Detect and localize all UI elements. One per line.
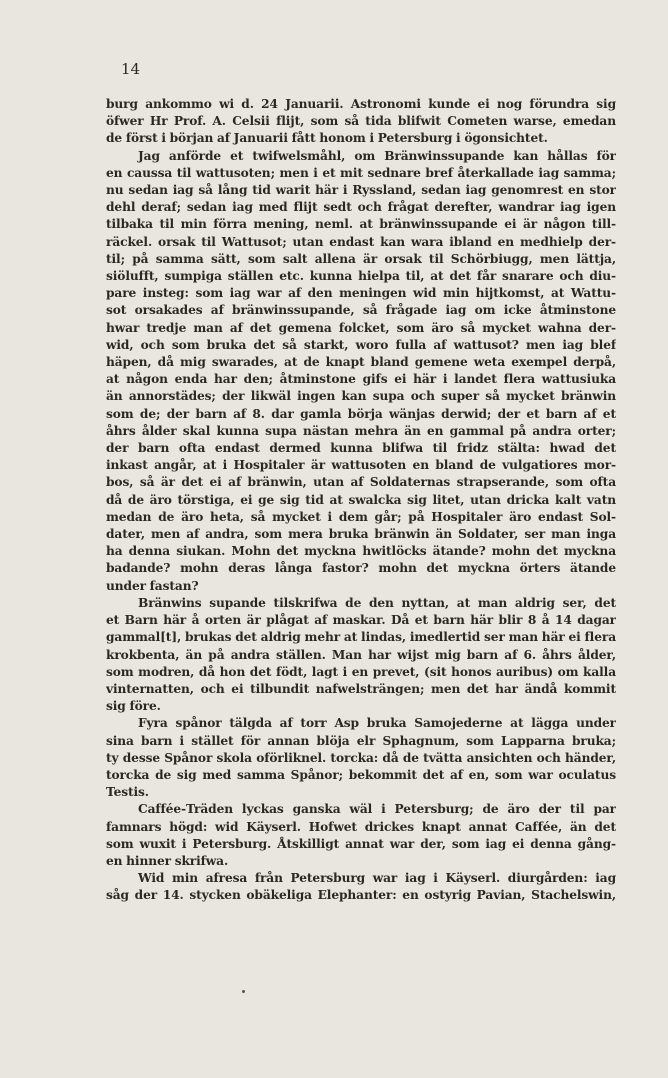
text-line: åhrs ålder skal kunna supa nästan mehra än en gammal på andra orter; xyxy=(106,423,616,438)
text-line: et Barn här å orten är plågat af maskar. Då et barn här blir 8 å 14 dagar xyxy=(106,613,616,628)
text-line: sot orsakades af bränwinssupande, så frågade iag om icke åtminstone xyxy=(106,303,616,318)
text-line: pare insteg: som iag war af den meningen wid min hijtkomst, at Wattu- xyxy=(106,286,616,301)
text-line: de först i början af Januarii fått honom i Petersburg i ögonsichtet. xyxy=(106,131,548,146)
text-line: siölufft, sumpiga ställen etc. kunna hielpa til, at det får snarare och diu- xyxy=(106,269,616,284)
text-line: at någon enda har den; åtminstone gifs ei här i landet flera wattusiuka xyxy=(106,372,616,387)
body-text xyxy=(106,96,616,905)
text-line: wid, och som bruka det så starkt, woro fulla af wattusot? men iag blef xyxy=(106,337,616,352)
text-line: tilbaka til min förra mening, neml. at bränwinssupande ei är någon till- xyxy=(106,217,616,232)
ink-speck xyxy=(242,990,245,993)
text-line: Fyra spånor tälgda af torr Asp bruka Samojederne at lägga under xyxy=(138,716,616,731)
text-line: under fastan? xyxy=(106,578,199,593)
text-line: som wuxit i Petersburg. Åtskilligt annat war der, som iag ei denna gång- xyxy=(106,836,616,851)
text-line: bos, så är det ei af bränwin, utan af Soldaternas strapserande, som ofta xyxy=(106,475,616,490)
text-line: Wid min afresa från Petersburg war iag i Käyserl. diurgården: iag xyxy=(138,871,616,886)
page-number: 14 xyxy=(121,60,141,78)
text-line: såg der 14. stycken obäkeliga Elephanter: en ostyrig Pavian, Stachelswin, xyxy=(106,888,616,903)
text-line: en hinner skrifwa. xyxy=(106,853,229,868)
text-line: Cafféе-Träden lyckas ganska wäl i Petersburg; de äro der til par xyxy=(138,802,616,817)
text-line: sig före. xyxy=(106,699,161,714)
text-line: famnars högd: wid Käyserl. Hofwet drickes knapt annat Caffée, än det xyxy=(106,819,616,834)
text-line: som de; der barn af 8. dar gamla börja wänjas derwid; der et barn af et xyxy=(106,406,616,421)
text-line: som modren, då hon det födt, lagt i en prevet, (sit honos auribus) om kalla xyxy=(106,664,616,679)
text-line: Testis. xyxy=(106,785,149,800)
text-line: gammal[t], brukas det aldrig mehr at lindas, imedlertid ser man här ei flera xyxy=(106,630,616,645)
text-line: til; på samma sätt, som salt allena är orsak til Schörbiugg, men lättja, xyxy=(106,251,616,266)
text-line: hwar tredje man af det gemena folcket, som äro så mycket wahna der- xyxy=(106,320,616,335)
text-line: Bränwins supande tilskrifwa de den nyttan, at man aldrig ser, det xyxy=(138,595,616,610)
text-line: än annorstädes; der likwäl ingen kan supa och super så mycket bränwin xyxy=(106,389,616,404)
text-line: då de äro törstiga, ei ge sig tid at swalcka sig litet, utan dricka kalt vatn xyxy=(106,492,616,507)
text-line: ha denna siukan. Mohn det myckna hwitlöcks ätande? mohn det myckna xyxy=(106,544,616,559)
text-line: burg ankommo wi d. 24 Januarii. Astronomi kunde ei nog förundra sig xyxy=(106,97,616,111)
text-line: öfwer Hr Prof. A. Celsii flijt, som så tida blifwit Cometen warse, emedan xyxy=(106,114,616,129)
text-line: sina barn i stället för annan blöja elr Sphagnum, som Lapparna bruka; xyxy=(106,733,616,748)
text-line: nu sedan iag så lång tid warit här i Ryssland, sedan iag genomrest en stor xyxy=(106,183,616,198)
text-line: Jag anförde et twifwelsmåhl, om Bränwinssupande kan hållas för xyxy=(138,148,616,163)
text-line: medan de äro heta, så mycket i dem går; på Hospitaler äro endast Sol- xyxy=(106,509,616,524)
text-line: ty desse Spånor skola oförliknel. torcka: då de tvätta ansichten och händer, xyxy=(106,750,616,765)
text-line: räckel. orsak til Wattusot; utan endast kan wara ibland en medhielp der- xyxy=(106,234,616,249)
text-line: badande? mohn deras långa fastor? mohn det myckna örters ätande xyxy=(106,561,616,576)
text-line: krokbenta, än på andra ställen. Man har wijst mig barn af 6. åhrs ålder, xyxy=(106,647,616,662)
text-line: en caussa til wattusoten; men i et mit sednare bref återkallade iag samma; xyxy=(106,165,616,180)
text-line: vinternatten, och ei tilbundit nafwelsträngen; men det har ändå kommit xyxy=(106,681,616,696)
text-line: torcka de sig med samma Spånor; bekommit det af en, som war oculatus xyxy=(106,767,616,782)
text-line: häpen, då mig swarades, at de knapt bland gemene weta exempel derpå, xyxy=(106,355,616,370)
text-line: der barn ofta endast dermed kunna blifwa til fridz stälta: hwad det xyxy=(106,441,616,456)
text-line: dater, men af andra, som mera bruka bränwin än Soldater, ser man inga xyxy=(106,527,616,542)
text-line: dehl deraf; sedan iag med flijt sedt och frågat derefter, wandrar iag igen xyxy=(106,200,616,215)
text-line: inkast angår, at i Hospitaler är wattusoten en bland de vulgatiores mor- xyxy=(106,458,616,473)
